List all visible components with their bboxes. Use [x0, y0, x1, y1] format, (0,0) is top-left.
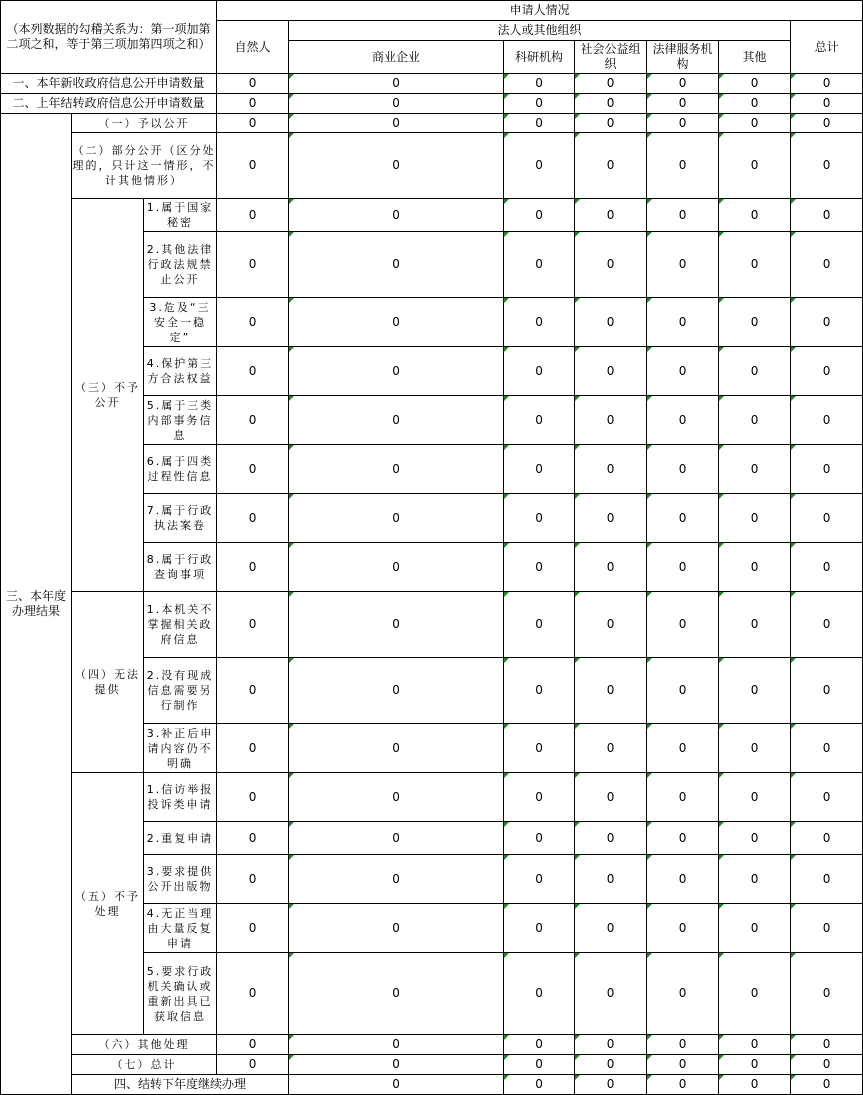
value-cell: 0 — [647, 347, 719, 396]
value-cell: 0 — [719, 773, 791, 822]
value-cell: 0 — [791, 494, 863, 543]
value-cell: 0 — [791, 658, 863, 724]
value-cell: 0 — [575, 658, 647, 724]
value-cell: 0 — [504, 855, 575, 904]
value-cell: 0 — [719, 543, 791, 592]
header-total: 总计 — [791, 21, 863, 74]
value-cell: 0 — [791, 822, 863, 855]
value-cell: 0 — [289, 347, 504, 396]
value-cell: 0 — [719, 232, 791, 298]
value-cell: 0 — [504, 298, 575, 347]
value-cell: 0 — [791, 1055, 863, 1075]
value-cell: 0 — [719, 855, 791, 904]
value-cell: 0 — [289, 724, 504, 773]
value-cell: 0 — [575, 232, 647, 298]
value-cell: 0 — [217, 1035, 289, 1055]
row-label-carry-forward: 四、结转下年度继续办理 — [72, 1075, 289, 1095]
row-label-duplicate: 2.重复申请 — [144, 822, 217, 855]
header-note: （本列数据的勾稽关系为：第一项加第二项之和，等于第三项加第四项之和） — [1, 1, 217, 74]
value-cell: 0 — [719, 1075, 791, 1095]
value-cell: 0 — [647, 724, 719, 773]
value-cell: 0 — [575, 114, 647, 133]
row-label-needs-creation: 2.没有现成信息需要另行制作 — [144, 658, 217, 724]
value-cell: 0 — [791, 543, 863, 592]
value-cell: 0 — [575, 133, 647, 199]
value-cell: 0 — [647, 298, 719, 347]
value-cell: 0 — [504, 904, 575, 953]
value-cell: 0 — [289, 445, 504, 494]
value-cell: 0 — [289, 658, 504, 724]
value-cell: 0 — [791, 1035, 863, 1055]
value-cell: 0 — [719, 298, 791, 347]
value-cell: 0 — [719, 133, 791, 199]
value-cell: 0 — [647, 822, 719, 855]
table-row-g3-1 — [1, 199, 863, 232]
table-row-row4 — [1, 1075, 863, 1095]
value-cell: 0 — [791, 94, 863, 114]
value-cell: 0 — [719, 94, 791, 114]
value-cell: 0 — [575, 543, 647, 592]
value-cell: 0 — [217, 724, 289, 773]
value-cell: 0 — [289, 1035, 504, 1055]
value-cell: 0 — [289, 133, 504, 199]
value-cell: 0 — [504, 1055, 575, 1075]
value-cell: 0 — [575, 855, 647, 904]
value-cell: 0 — [719, 1055, 791, 1075]
value-cell: 0 — [289, 855, 504, 904]
value-cell: 0 — [647, 114, 719, 133]
value-cell: 0 — [217, 232, 289, 298]
table-row-g7 — [1, 1055, 863, 1075]
row-label-petition: 1.信访举报投诉类申请 — [144, 773, 217, 822]
row-label-processing-results: 三、本年度办理结果 — [1, 114, 72, 1095]
value-cell: 0 — [504, 114, 575, 133]
value-cell: 0 — [719, 904, 791, 953]
value-cell: 0 — [791, 953, 863, 1035]
row-label-new-requests: 一、本年新收政府信息公开申请数量 — [1, 74, 217, 94]
value-cell: 0 — [791, 232, 863, 298]
value-cell: 0 — [217, 94, 289, 114]
row-label-reconfirm: 5.要求行政机关确认或重新出具已获取信息 — [144, 953, 217, 1035]
value-cell: 0 — [217, 494, 289, 543]
value-cell: 0 — [791, 855, 863, 904]
row-label-prohibited-by-law: 2.其他法律行政法规禁止公开 — [144, 232, 217, 298]
value-cell: 0 — [289, 543, 504, 592]
value-cell: 0 — [647, 658, 719, 724]
value-cell: 0 — [504, 1075, 575, 1095]
value-cell: 0 — [647, 543, 719, 592]
header-research: 科研机构 — [504, 41, 575, 74]
value-cell: 0 — [504, 822, 575, 855]
value-cell: 0 — [791, 199, 863, 232]
value-cell: 0 — [647, 396, 719, 445]
row-label-partially-disclosed: （二）部分公开（区分处理的，只计这一情形，不计其他情形） — [72, 133, 217, 199]
value-cell: 0 — [575, 1035, 647, 1055]
value-cell: 0 — [504, 347, 575, 396]
value-cell: 0 — [289, 494, 504, 543]
value-cell: 0 — [719, 724, 791, 773]
value-cell: 0 — [575, 396, 647, 445]
value-cell: 0 — [575, 1055, 647, 1075]
value-cell: 0 — [504, 133, 575, 199]
value-cell: 0 — [791, 114, 863, 133]
value-cell: 0 — [289, 94, 504, 114]
header-public-welfare: 社会公益组织 — [575, 41, 647, 74]
value-cell: 0 — [289, 298, 504, 347]
value-cell: 0 — [289, 953, 504, 1035]
value-cell: 0 — [504, 396, 575, 445]
value-cell: 0 — [217, 543, 289, 592]
value-cell: 0 — [217, 953, 289, 1035]
value-cell: 0 — [647, 1055, 719, 1075]
value-cell: 0 — [719, 396, 791, 445]
value-cell: 0 — [719, 658, 791, 724]
value-cell: 0 — [504, 1035, 575, 1055]
value-cell: 0 — [217, 658, 289, 724]
row-label-disclosed: （一）予以公开 — [72, 114, 217, 133]
row-label-not-disclosed: （三）不予公开 — [72, 199, 144, 592]
value-cell: 0 — [217, 592, 289, 658]
table-row-g2 — [1, 133, 863, 199]
row-label-publications: 3.要求提供公开出版物 — [144, 855, 217, 904]
value-cell: 0 — [217, 114, 289, 133]
value-cell: 0 — [575, 445, 647, 494]
value-cell: 0 — [791, 445, 863, 494]
table-row-g4-1 — [1, 592, 863, 658]
table-row-row2 — [1, 94, 863, 114]
value-cell: 0 — [647, 1075, 719, 1095]
value-cell: 0 — [504, 94, 575, 114]
value-cell: 0 — [791, 904, 863, 953]
value-cell: 0 — [647, 855, 719, 904]
header-legal-group: 法人或其他组织 — [289, 21, 791, 41]
value-cell: 0 — [791, 74, 863, 94]
value-cell: 0 — [289, 773, 504, 822]
table-row-g1 — [1, 114, 863, 133]
row-label-other-processing: （六）其他处理 — [72, 1035, 217, 1055]
value-cell: 0 — [504, 232, 575, 298]
value-cell: 0 — [217, 822, 289, 855]
value-cell: 0 — [289, 904, 504, 953]
value-cell: 0 — [504, 724, 575, 773]
value-cell: 0 — [504, 658, 575, 724]
value-cell: 0 — [217, 445, 289, 494]
value-cell: 0 — [217, 1055, 289, 1075]
value-cell: 0 — [289, 822, 504, 855]
value-cell: 0 — [217, 133, 289, 199]
value-cell: 0 — [575, 74, 647, 94]
value-cell: 0 — [575, 592, 647, 658]
value-cell: 0 — [719, 494, 791, 543]
row-label-unable-to-provide: （四）无法提供 — [72, 592, 144, 773]
value-cell: 0 — [791, 133, 863, 199]
value-cell: 0 — [504, 543, 575, 592]
value-cell: 0 — [575, 904, 647, 953]
row-label-admin-query: 8.属于行政查询事项 — [144, 543, 217, 592]
value-cell: 0 — [647, 199, 719, 232]
value-cell: 0 — [289, 592, 504, 658]
value-cell: 0 — [504, 199, 575, 232]
value-cell: 0 — [217, 298, 289, 347]
value-cell: 0 — [289, 199, 504, 232]
value-cell: 0 — [719, 347, 791, 396]
value-cell: 0 — [217, 396, 289, 445]
row-label-state-secret: 1.属于国家秘密 — [144, 199, 217, 232]
value-cell: 0 — [217, 855, 289, 904]
value-cell: 0 — [575, 94, 647, 114]
value-cell: 0 — [289, 74, 504, 94]
value-cell: 0 — [647, 1035, 719, 1055]
value-cell: 0 — [791, 724, 863, 773]
value-cell: 0 — [575, 298, 647, 347]
value-cell: 0 — [719, 445, 791, 494]
value-cell: 0 — [575, 199, 647, 232]
value-cell: 0 — [289, 1055, 504, 1075]
value-cell: 0 — [719, 1035, 791, 1055]
value-cell: 0 — [719, 114, 791, 133]
value-cell: 0 — [504, 494, 575, 543]
value-cell: 0 — [217, 347, 289, 396]
value-cell: 0 — [719, 822, 791, 855]
value-cell: 0 — [647, 74, 719, 94]
value-cell: 0 — [504, 74, 575, 94]
value-cell: 0 — [289, 396, 504, 445]
value-cell: 0 — [647, 773, 719, 822]
row-label-three-securities: 3.危及“三安全一稳定” — [144, 298, 217, 347]
value-cell: 0 — [217, 773, 289, 822]
value-cell: 0 — [647, 904, 719, 953]
table-row-row1 — [1, 74, 863, 94]
row-label-internal-affairs: 5.属于三类内部事务信息 — [144, 396, 217, 445]
value-cell: 0 — [504, 773, 575, 822]
header-commercial: 商业企业 — [289, 41, 504, 74]
value-cell: 0 — [289, 114, 504, 133]
value-cell: 0 — [791, 773, 863, 822]
header-applicant: 申请人情况 — [217, 1, 863, 21]
row-label-not-processed: （五）不予处理 — [72, 773, 144, 1035]
row-label-excessive-requests: 4.无正当理由大量反复申请 — [144, 904, 217, 953]
value-cell: 0 — [575, 724, 647, 773]
value-cell: 0 — [719, 953, 791, 1035]
value-cell: 0 — [791, 347, 863, 396]
value-cell: 0 — [575, 773, 647, 822]
value-cell: 0 — [647, 953, 719, 1035]
value-cell: 0 — [217, 74, 289, 94]
value-cell: 0 — [504, 445, 575, 494]
row-label-not-held: 1.本机关不掌握相关政府信息 — [144, 592, 217, 658]
table-row-g6 — [1, 1035, 863, 1055]
header-natural-person: 自然人 — [217, 21, 289, 74]
value-cell: 0 — [647, 133, 719, 199]
value-cell: 0 — [791, 1075, 863, 1095]
row-label-third-party-rights: 4.保护第三方合法权益 — [144, 347, 217, 396]
value-cell: 0 — [791, 396, 863, 445]
value-cell: 0 — [575, 347, 647, 396]
table-row-g5-1 — [1, 773, 863, 822]
value-cell: 0 — [791, 298, 863, 347]
row-label-carried-over: 二、上年结转政府信息公开申请数量 — [1, 94, 217, 114]
row-label-process-info: 6.属于四类过程性信息 — [144, 445, 217, 494]
value-cell: 0 — [719, 199, 791, 232]
value-cell: 0 — [575, 953, 647, 1035]
value-cell: 0 — [575, 1075, 647, 1095]
row-label-subtotal: （七）总计 — [72, 1055, 217, 1075]
value-cell: 0 — [647, 232, 719, 298]
value-cell: 0 — [575, 822, 647, 855]
value-cell: 0 — [217, 199, 289, 232]
value-cell: 0 — [289, 232, 504, 298]
value-cell: 0 — [791, 592, 863, 658]
header-other: 其他 — [719, 41, 791, 74]
value-cell: 0 — [575, 494, 647, 543]
row-label-enforcement-files: 7.属于行政执法案卷 — [144, 494, 217, 543]
value-cell: 0 — [647, 445, 719, 494]
value-cell: 0 — [217, 904, 289, 953]
value-cell: 0 — [647, 94, 719, 114]
value-cell: 0 — [504, 592, 575, 658]
value-cell: 0 — [647, 494, 719, 543]
value-cell: 0 — [504, 953, 575, 1035]
row-label-still-unclear: 3.补正后申请内容仍不明确 — [144, 724, 217, 773]
value-cell: 0 — [719, 74, 791, 94]
value-cell: 0 — [289, 1075, 504, 1095]
header-legal-service: 法律服务机构 — [647, 41, 719, 74]
value-cell: 0 — [647, 592, 719, 658]
value-cell: 0 — [719, 592, 791, 658]
